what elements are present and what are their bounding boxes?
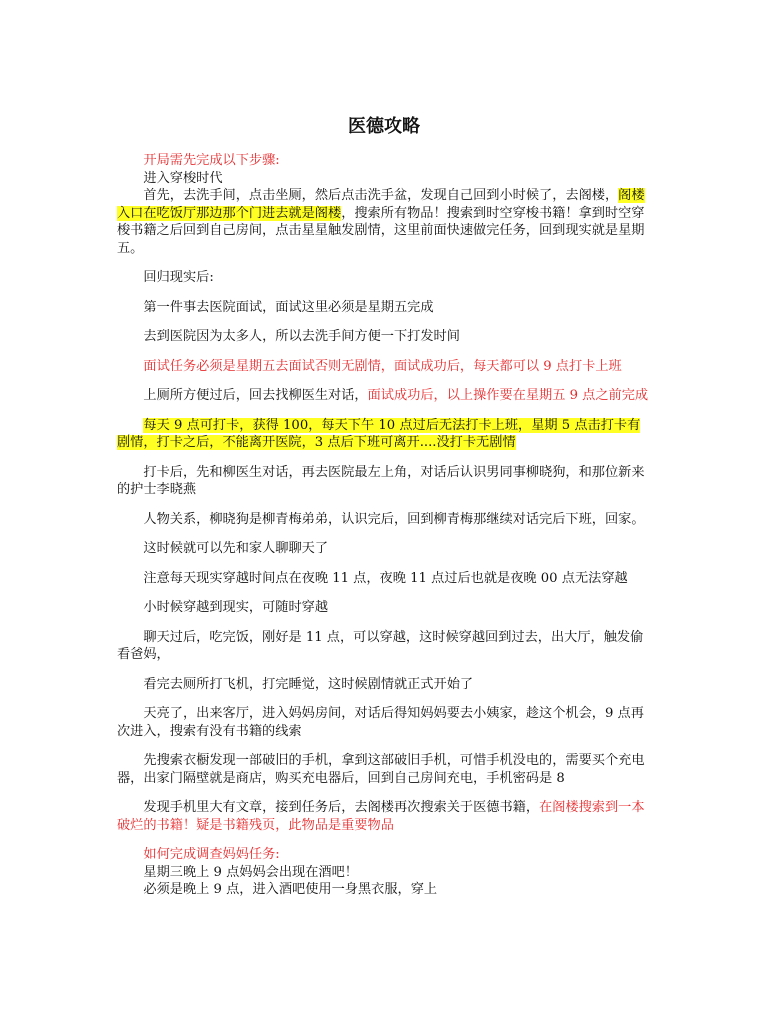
paragraph-after-dinner: 聊天过后，吃完饭，刚好是 11 点，可以穿越，这时候穿越回到过去，出大厅，触发偷看爸妈，	[117, 629, 644, 662]
paragraph-hospital-crowd: 去到医院因为太多人，所以去洗手间方便一下打发时间	[143, 329, 460, 344]
paragraph-travel-time-note: 注意每天现实穿越时间点在夜晚 11 点，夜晚 11 点过后也就是夜晚 00 点无法穿越	[143, 570, 628, 586]
paragraph-old-phone: 先搜索衣橱发现一部破旧的手机，拿到这部破旧手机，可惜手机没电的，需要买个充电器，出家门隔壁就是商店，购买充电器后，回到自己房间充电，手机密码是 8	[117, 753, 645, 786]
paragraph-talk-dr-liu-part1: 上厕所方便过后，回去找柳医生对话，	[143, 388, 368, 403]
paragraph-talk-dr-liu	[117, 387, 653, 405]
paragraph-talk-dr-liu-warning: 面试成功后，以上操作要在星期五 9 点之前完成	[367, 388, 649, 403]
highlight-clock-in-rules: 每天 9 点可打卡，获得 100，每天下午 10 点过后无法打卡上班，星期 5 点击打卡有剧情，打卡之后，不能离开医院，3 点后下班可离开....没打卡无剧情	[117, 417, 641, 450]
paragraph-after-clock-in: 打卡后，先和柳医生对话，再去医院最左上角，对话后认识男同事柳晓狗，和那位新来的护士李晓燕	[117, 464, 645, 497]
document-title: 医德攻略	[348, 116, 420, 137]
paragraph-attic-search-part1: 发现手机里大有文章，接到任务后，去阁楼再次搜索关于医德书籍，	[143, 800, 540, 815]
paragraph-first-steps-part1: 首先，去洗手间，点击坐厕，然后点击洗手盆，发现自己回到小时候了，去阁楼，	[143, 188, 619, 203]
paragraph-after-return: 回归现实后:	[143, 270, 214, 285]
paragraph-wednesday-bar: 星期三晚上 9 点妈妈会出现在酒吧！	[143, 864, 358, 880]
document-body	[117, 152, 653, 899]
paragraph-attic-search	[117, 799, 653, 834]
paragraph-hospital-interview: 第一件事去医院面试，面试这里必须是星期五完成	[143, 299, 434, 315]
heading-prerequisites: 开局需先完成以下步骤:	[143, 153, 280, 168]
paragraph-story-begins: 看完去厕所打飞机，打完睡觉，这时候剧情就正式开始了	[143, 676, 474, 692]
highlight-attic-entrance: 阁楼入口在吃饭厅那边那个门进去就是阁楼	[117, 188, 645, 221]
paragraph-first-steps-part2: ，搜索所有物品！搜索到时空穿梭书籍！拿到时空穿梭书籍之后回到自己房间，点击星星触发剧情，这里前面快速做完任务，回到现实就是星期五。	[117, 205, 645, 256]
paragraph-clock-in	[117, 417, 653, 452]
heading-mom-investigation: 如何完成调查妈妈任务:	[143, 847, 280, 862]
paragraph-first-steps	[117, 187, 653, 257]
paragraph-chat-family: 这时候就可以先和家人聊聊天了	[143, 541, 329, 556]
paragraph-relationships: 人物关系，柳晓狗是柳青梅弟弟，认识完后，回到柳青梅那继续对话完后下班，回家。	[143, 511, 645, 527]
paragraph-enter-time-travel: 进入穿梭时代	[143, 170, 223, 186]
paragraph-black-clothes: 必须是晚上 9 点，进入酒吧使用一身黑衣服，穿上	[143, 882, 438, 897]
paragraph-interview-requirement: 面试任务必须是星期五去面试否则无剧情，面试成功后，每天都可以 9 点打卡上班	[143, 358, 622, 374]
paragraph-childhood-travel: 小时候穿越到现实，可随时穿越	[143, 600, 329, 615]
paragraph-morning: 天亮了，出来客厅，进入妈妈房间，对话后得知妈妈要去小姨家，趁这个机会，9 点再次进入，搜索有没有书籍的线索	[117, 706, 644, 739]
paragraph-attic-search-important: 在阁楼搜索到一本破烂的书籍！疑是书籍残页，此物品是重要物品	[117, 800, 645, 833]
